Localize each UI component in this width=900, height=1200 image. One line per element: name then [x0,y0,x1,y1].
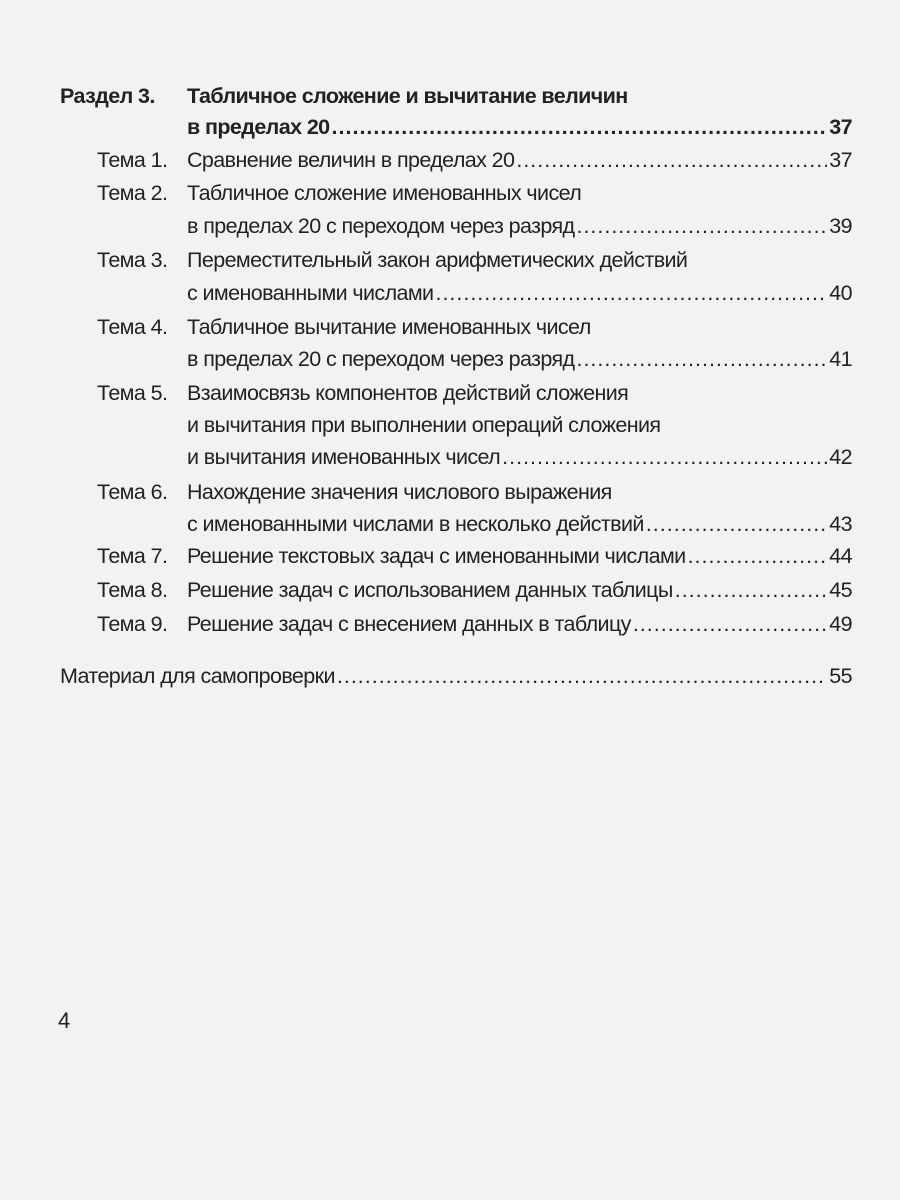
page-number: 4 [58,1008,71,1033]
page-ref: 49 [829,612,852,636]
dot-leader [576,210,827,242]
topic-title: Решение задач с внесением данных в таблицу [187,612,631,636]
dot-leader [337,660,827,692]
topic-title: и вычитания именованных чисел [187,445,501,469]
toc-entry [0,574,900,606]
topic-title: Решение задач с использованием данных таблицы [187,578,673,602]
toc-entry [0,476,900,508]
topic-label: Тема 4. [97,315,168,339]
dot-leader [435,277,827,309]
toc-entry [0,311,900,343]
self-check-title: Материал для самопроверки [60,664,335,688]
page-ref: 37 [829,115,852,139]
topic-title: Табличное вычитание именованных чисел [187,315,591,339]
toc-entry [0,377,900,409]
toc-entry [0,144,900,176]
toc-entry-cont [0,441,900,473]
toc-entry-self-check [0,660,900,692]
topic-label: Тема 3. [97,248,168,272]
toc-entry-cont [0,343,900,375]
topic-label: Тема 8. [97,578,168,602]
dot-leader [646,508,827,540]
page-ref: 37 [829,148,852,172]
toc-entry [0,244,900,276]
dot-leader [688,540,828,572]
topic-label: Тема 7. [97,544,168,568]
dot-leader [516,144,827,176]
dot-leader [502,441,827,473]
toc-entry-cont [0,508,900,540]
page-ref: 41 [829,347,852,371]
topic-title: в пределах 20 с переходом через разряд [187,347,575,371]
toc-entry [0,177,900,209]
dot-leader [576,343,827,375]
section-heading-cont [0,111,900,143]
page-ref: 44 [829,544,852,568]
topic-label: Тема 9. [97,612,168,636]
page-ref: 55 [829,664,852,688]
toc-entry-cont [0,210,900,242]
topic-title: и вычитания при выполнении операций сложения [187,413,661,437]
toc-entry-cont [0,277,900,309]
toc-entry [0,540,900,572]
topic-label: Тема 2. [97,181,168,205]
toc-entry [0,608,900,640]
topic-label: Тема 1. [97,148,168,172]
section-heading [0,80,900,112]
section-label: Раздел 3. [60,84,155,108]
topic-title: с именованными числами [187,281,434,305]
topic-title: Сравнение величин в пределах 20 [187,148,515,172]
topic-title: в пределах 20 с переходом через разряд [187,214,575,238]
topic-title: Табличное сложение именованных чисел [187,181,582,205]
topic-label: Тема 6. [97,480,168,504]
toc-entry-cont [0,409,900,441]
page-ref: 42 [829,445,852,469]
topic-title: Решение текстовых задач с именованными числами [187,544,686,568]
dot-leader [675,574,828,606]
section-title-line: Табличное сложение и вычитание величин [187,84,628,108]
dot-leader [633,608,827,640]
page-ref: 43 [829,512,852,536]
topic-title: с именованными числами в несколько действий [187,512,644,536]
topic-title: Взаимосвязь компонентов действий сложения [187,381,629,405]
page-ref: 39 [829,214,852,238]
topic-label: Тема 5. [97,381,168,405]
dot-leader [332,111,828,143]
topic-title: Переместительный закон арифметических действий [187,248,688,272]
page-ref: 40 [829,281,852,305]
section-title-line: в пределах 20 [187,115,330,139]
topic-title: Нахождение значения числового выражения [187,480,612,504]
page-ref: 45 [829,578,852,602]
